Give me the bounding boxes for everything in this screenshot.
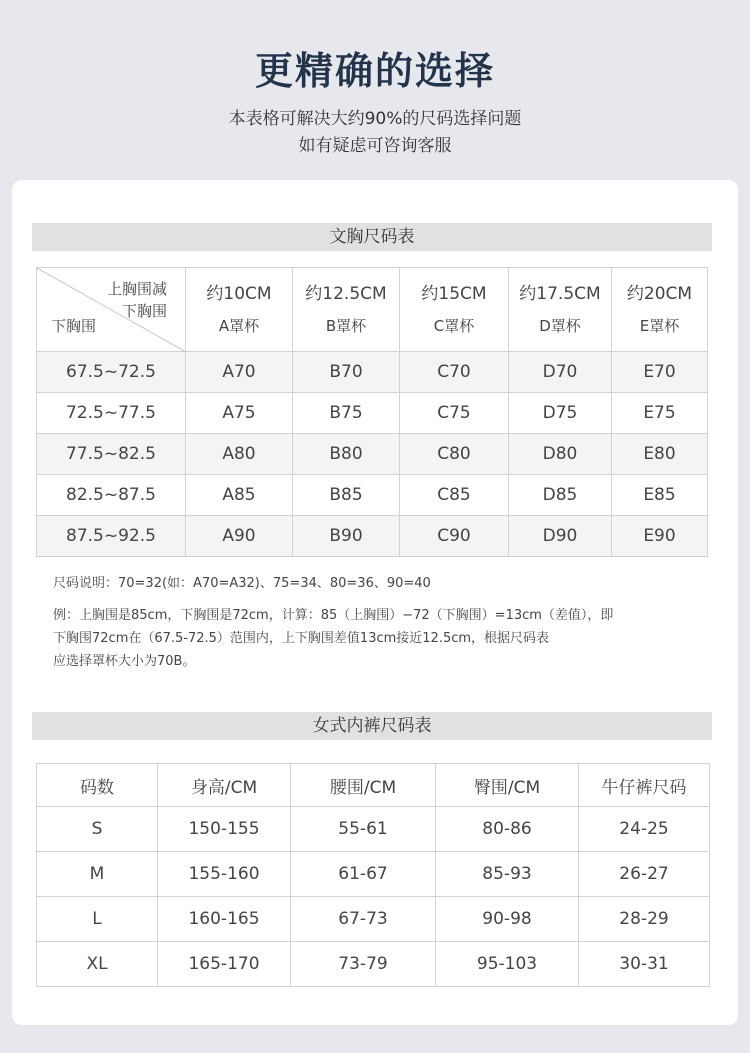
example-line-3: 应选择罩杯大小为70B。 — [53, 654, 196, 669]
table-cell: B75 — [293, 393, 400, 434]
bra-header-b — [293, 268, 400, 352]
size-code: L — [37, 897, 158, 942]
underbust-range: 67.5~72.5 — [37, 352, 186, 393]
table-cell: 90-98 — [436, 897, 579, 942]
table-cell: A90 — [186, 516, 293, 557]
header-size: 约15CM — [421, 284, 487, 304]
table-cell: C85 — [400, 475, 509, 516]
table-cell: 85-93 — [436, 852, 579, 897]
bra-table-header-row — [37, 268, 708, 352]
corner-label-top-2: 下胸围 — [121, 302, 167, 320]
size-note: 尺码说明：70=32(如：A70=A32)、75=34、80=36、90=40 — [53, 576, 431, 591]
table-cell: B90 — [293, 516, 400, 557]
table-cell: D90 — [509, 516, 612, 557]
hero-title: 更精确的选择 — [254, 49, 495, 93]
header-height: 身高/CM — [158, 764, 291, 807]
header-size: 约20CM — [626, 284, 693, 304]
size-chart-card — [12, 180, 738, 1025]
table-row — [37, 942, 710, 987]
table-cell: C80 — [400, 434, 509, 475]
table-cell: A85 — [186, 475, 293, 516]
table-row — [37, 807, 710, 852]
table-cell: 28-29 — [579, 897, 710, 942]
header-cup: C罩杯 — [433, 317, 475, 335]
table-cell: D85 — [509, 475, 612, 516]
table-cell: D75 — [509, 393, 612, 434]
underwear-size-table — [36, 763, 710, 987]
table-cell: B80 — [293, 434, 400, 475]
underbust-range: 87.5~92.5 — [37, 516, 186, 557]
table-cell: E80 — [612, 434, 708, 475]
header-cup: E罩杯 — [639, 317, 680, 335]
table-row — [37, 852, 710, 897]
example-line-2: 下胸围72cm在（67.5-72.5）范围内，上下胸围差值13cm接近12.5cm，根据尺码表 — [53, 631, 550, 646]
size-code: M — [37, 852, 158, 897]
header-waist: 腰围/CM — [291, 764, 436, 807]
table-row — [37, 475, 708, 516]
table-cell: 55-61 — [291, 807, 436, 852]
table-cell: 26-27 — [579, 852, 710, 897]
table-cell: 160-165 — [158, 897, 291, 942]
table-cell: D70 — [509, 352, 612, 393]
table-row — [37, 434, 708, 475]
table-cell: A80 — [186, 434, 293, 475]
underwear-table-title: 女式内裤尺码表 — [32, 712, 712, 740]
underbust-range: 72.5~77.5 — [37, 393, 186, 434]
underbust-range: 77.5~82.5 — [37, 434, 186, 475]
corner-label-top-1: 上胸围减 — [106, 280, 167, 298]
header-cup: D罩杯 — [539, 317, 581, 335]
table-cell: A75 — [186, 393, 293, 434]
bra-size-table — [36, 267, 708, 557]
table-cell: C90 — [400, 516, 509, 557]
bra-corner-cell — [37, 268, 186, 352]
table-cell: 165-170 — [158, 942, 291, 987]
table-row — [37, 393, 708, 434]
table-cell: A70 — [186, 352, 293, 393]
table-cell: 24-25 — [579, 807, 710, 852]
table-cell: B85 — [293, 475, 400, 516]
table-cell: 67-73 — [291, 897, 436, 942]
example-line-1: 例：上胸围是85cm，下胸围是72cm，计算：85（上胸围）−72（下胸围）=13cm（差值），即 — [53, 608, 614, 623]
table-cell: 73-79 — [291, 942, 436, 987]
table-cell: E70 — [612, 352, 708, 393]
header-size-code: 码数 — [37, 764, 158, 807]
header-hip: 臀围/CM — [436, 764, 579, 807]
hero-subtitle-line2: 如有疑虑可咨询客服 — [298, 136, 452, 156]
table-cell: B70 — [293, 352, 400, 393]
header-size: 约17.5CM — [519, 284, 601, 304]
table-cell: 80-86 — [436, 807, 579, 852]
table-cell: E85 — [612, 475, 708, 516]
table-row — [37, 897, 710, 942]
table-cell: 61-67 — [291, 852, 436, 897]
header-size: 约10CM — [206, 284, 272, 304]
hero-subtitle-line1: 本表格可解决大约90%的尺码选择问题 — [228, 109, 522, 129]
underwear-header-row — [37, 764, 710, 807]
table-cell: E90 — [612, 516, 708, 557]
table-cell: E75 — [612, 393, 708, 434]
table-cell: 95-103 — [436, 942, 579, 987]
underbust-range: 82.5~87.5 — [37, 475, 186, 516]
bra-header-c — [400, 268, 509, 352]
table-cell: 30-31 — [579, 942, 710, 987]
header-jeans-size: 牛仔裤尺码 — [579, 764, 710, 807]
header-cup: A罩杯 — [218, 317, 260, 335]
bra-header-a — [186, 268, 293, 352]
example-note — [53, 604, 613, 673]
size-code: XL — [37, 942, 158, 987]
table-cell: 155-160 — [158, 852, 291, 897]
size-code: S — [37, 807, 158, 852]
table-cell: D80 — [509, 434, 612, 475]
table-cell: 150-155 — [158, 807, 291, 852]
corner-label-bottom: 下胸围 — [51, 317, 97, 335]
table-cell: C70 — [400, 352, 509, 393]
table-row — [37, 516, 708, 557]
header-size: 约12.5CM — [305, 284, 387, 304]
table-cell: C75 — [400, 393, 509, 434]
bra-header-d — [509, 268, 612, 352]
bra-header-e — [612, 268, 708, 352]
table-row — [37, 352, 708, 393]
bra-table-title: 文胸尺码表 — [32, 223, 712, 251]
header-cup: B罩杯 — [325, 317, 367, 335]
